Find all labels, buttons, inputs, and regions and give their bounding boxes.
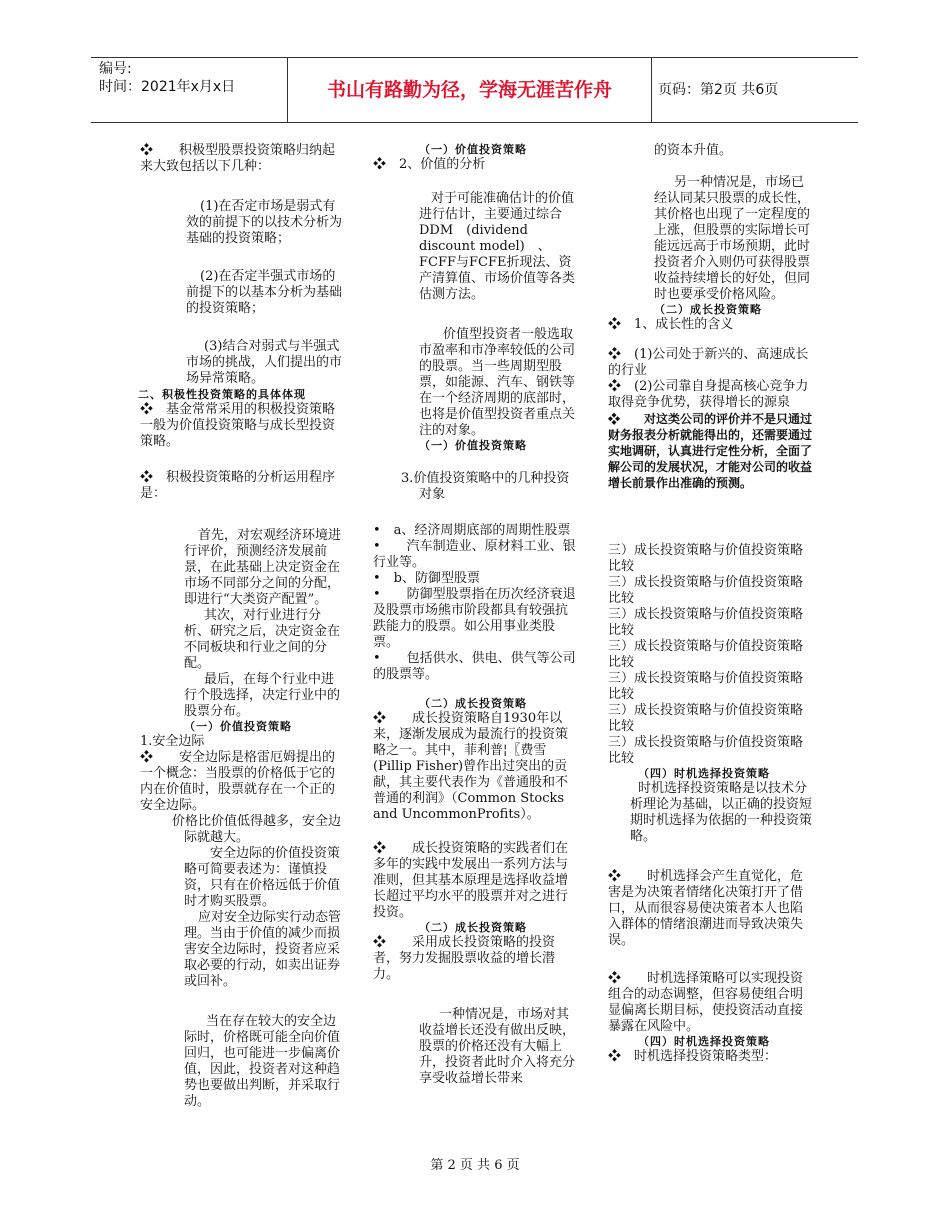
paragraph: 安全边际的价值投资策略可简要表述为：谨慎投资，只有在价格远低于价值时才购买股票。 — [184, 846, 341, 909]
comparison-heading: 三）成长投资策略与价值投资策略比较 — [608, 703, 804, 734]
paragraph: ❖ 时机选择投资策略类型： — [608, 1049, 778, 1064]
paragraph: 首先，对宏观经济环境进行评价，预测经济发展前景，在此基础上决定资金在市场不同部分之间的分配，即进行“大类资产配置”。 — [184, 528, 342, 607]
list-item: • a、经济周期底部的周期性股票 — [373, 523, 571, 538]
list-item: • 汽车制造业、原材料工业、银行业等。 — [373, 539, 576, 570]
list-item: • b、防御型股票 — [373, 571, 480, 586]
section-heading: （一）价值投资策略 — [419, 439, 527, 452]
section-heading: （二）成长投资策略 — [654, 303, 762, 316]
paragraph: ❖ 对这类公司的评价并不是只通过财务报表分析就能得出的，还需要通过实地调研，认真进行定性分析，全面了解公司的发展状况，才能对公司的收益增长前景作出准确的预测。 — [608, 412, 813, 490]
paragraph: 价格比价值低得越多，安全边际就越大。 — [172, 814, 342, 845]
paragraph: ❖ 成长投资策略的实践者们在多年的实践中发展出一系列方法与准则，但其基本原理是选择收益增长超过平均水平的股票并对之进行投资。 — [373, 841, 569, 920]
paragraph: 时机选择投资策略是以技术分析理论为基础，以正确的投资短期时机选择为依据的一种投资策略。 — [630, 781, 813, 844]
section-heading: （四）时机选择投资策略 — [638, 767, 770, 780]
paragraph: 价值型投资者一般选取市盈率和市净率较低的公司的股票。当一些周期型股票，如能源、汽车、钢铁等在一个经济周期的底部时，也将是价值型投资者重点关注的对象。 — [419, 327, 576, 438]
paragraph: 的资本升值。 — [654, 143, 733, 158]
text-column-3 — [608, 143, 813, 1065]
section-heading: 二、积极性投资策略的具体体现 — [138, 388, 306, 401]
comparison-heading: 三）成长投资策略与价值投资策略比较 — [608, 543, 804, 574]
paragraph: ❖ 成长投资策略自1930年以来，逐渐发展成为最流行的投资策略之一。其中，菲利普¦〖费雪(Pillip Fisher)曾作出过突出的贡献，其主要代表作为《普通股和不普通的利润》（Common Stocks and UncommonProfits）。 — [373, 711, 569, 822]
document-header — [91, 57, 858, 123]
paragraph: ❖ 基金常常采用的积极投资策略一般为价值投资策略与成长型投资策略。 — [140, 402, 336, 449]
comparison-heading: 三）成长投资策略与价值投资策略比较 — [608, 575, 804, 606]
paragraph: 3.价值投资策略中的几种投资对象 — [401, 471, 570, 502]
header-number-label: 编号: — [99, 61, 132, 77]
paragraph: ❖ 1、成长性的含义 — [608, 317, 734, 332]
paragraph: 应对安全边际实行动态管理。当由于价值的减少而损害安全边际时，投资者应采取必要的行动，如卖出证券或回补。 — [184, 910, 342, 989]
paragraph: ❖ 2、价值的分析 — [373, 157, 486, 172]
paragraph: (1)在否定市场是弱式有效的前提下的以技术分析为基础的投资策略； — [186, 199, 343, 246]
paragraph: 其次，对行业进行分析、研究之后，决定资金在不同板块和行业之间的分配。 — [184, 608, 341, 671]
header-time-label: 时间：2021年x月x日 — [99, 79, 236, 95]
paragraph: ❖ (2)公司靠自身提高核心竞争力取得竞争优势，获得增长的源泉 — [608, 379, 809, 410]
paragraph: ❖ (1)公司处于新兴的、高速成长的行业 — [608, 347, 809, 378]
header-page-label: 页码：第2页 共6页 — [658, 82, 779, 98]
page-footer: 第 2 页 共 6 页 — [430, 1158, 520, 1173]
section-heading: （一）价值投资策略 — [184, 720, 292, 733]
paragraph: 最后，在每个行业中进行个股选择，决定行业中的股票分布。 — [184, 672, 341, 719]
paragraph: ❖ 时机选择策略可以实现投资组合的动态调整，但容易使组合明显偏离长期目标，使投资活动直接暴露在风险中。 — [608, 971, 804, 1034]
paragraph: ❖ 积极投资策略的分析运用程序是： — [140, 470, 336, 501]
comparison-heading: 三）成长投资策略与价值投资策略比较 — [608, 607, 804, 638]
comparison-heading: 三）成长投资策略与价值投资策略比较 — [608, 639, 804, 670]
list-item: • 包括供水、供电、供气等公司的股票等。 — [373, 651, 576, 682]
comparison-heading: 三）成长投资策略与价值投资策略比较 — [608, 735, 804, 766]
text-column-2 — [373, 143, 579, 1087]
paragraph: 1.安全边际 — [140, 734, 205, 749]
header-motto: 书山有路勤为径，学海无涯苦作舟 — [287, 58, 652, 122]
section-heading: （二）成长投资策略 — [419, 921, 527, 934]
section-heading: （一）价值投资策略 — [419, 143, 527, 156]
section-heading: （四）时机选择投资策略 — [638, 1035, 770, 1048]
comparison-heading: 三）成长投资策略与价值投资策略比较 — [608, 671, 804, 702]
paragraph: 一种情况是，市场对其收益增长还没有做出反映，股票的价格还没有大幅上升，投资者此时介入将充分享受收益增长带来 — [419, 1007, 576, 1086]
paragraph: ❖ 时机选择会产生直觉化，危害是为决策者情绪化决策打开了借口，从而很容易使决策者本人也陷入群体的情绪浪潮进而导致决策失误。 — [608, 869, 804, 948]
paragraph: 另一种情况是，市场已经认同某只股票的成长性，其价格也出现了一定程度的上涨，但股票的实际增长可能远远高于市场预期，此时投资者介入则仍可获得股票收益持续增长的好处，但同时也要承受价格风险。 — [654, 175, 811, 302]
paragraph: ❖ 安全边际是格雷厄姆提出的一个概念：当股票的价格低于它的内在价值时，股票就存在一个正的安全边际。 — [140, 750, 336, 813]
paragraph: ❖ 积极型股票投资策略归纳起来大致包括以下几种： — [140, 143, 336, 174]
paragraph: ❖ 采用成长投资策略的投资者，努力发掘股票收益的增长潜力。 — [373, 935, 556, 982]
paragraph: 对于可能准确估计的价值进行估计，主要通过综合 DDM (dividend discount model) 、FCFF与FCFE折现法、资产清算值、市场价值等各类估测方法。 — [419, 191, 576, 302]
paragraph: (2)在否定半强式市场的前提下的以基本分析为基础的投资策略； — [186, 269, 343, 316]
paragraph: 当在存在较大的安全边际时，价格既可能全向价值回归，也可能进一步偏离价值，因此，投资者对这种趋势也要做出判断，并采取行动。 — [184, 1014, 341, 1109]
section-heading: （二）成长投资策略 — [419, 697, 527, 710]
paragraph: (3)结合对弱式与半强式市场的挑战，人们提出的市场异常策略。 — [186, 339, 343, 386]
list-item: • 防御型股票指在历次经济衰退及股票市场熊市阶段都具有较强抗跌能力的股票。如公用事业类股票。 — [373, 587, 576, 650]
text-column-1 — [140, 143, 345, 1110]
header-meta — [99, 60, 284, 96]
